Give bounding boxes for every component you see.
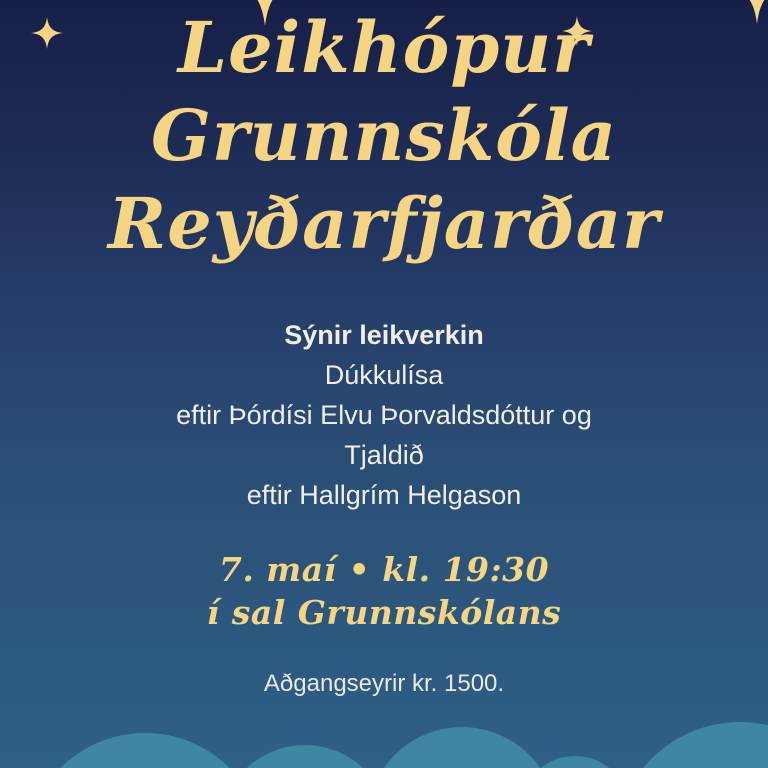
title-line-2: Grunnskóla [151,94,617,177]
cloud-shape [367,727,557,768]
cloud-shape [615,722,768,768]
play-title-1: Dúkkulísa [324,360,444,390]
cloud-shape [220,745,390,768]
play-author-1: eftir Þórdísi Elvu Þorvaldsdóttur og [176,400,592,430]
title-line-1: Leikhópur [177,6,591,89]
play-author-2: eftir Hallgrím Helgason [246,480,522,510]
play-title-2: Tjaldið [344,440,424,470]
title-line-3: Reyðarfjarðar [108,182,660,265]
cloud-shape [25,733,265,768]
poster-title [0,4,768,268]
venue-line: í sal Grunnskólans [206,593,562,632]
shows-section [0,315,768,515]
shows-heading: Sýnir leikverkin [284,320,484,350]
datetime-section [0,548,768,634]
admission-price: Aðgangseyrir kr. 1500. [263,670,505,697]
date-time-line: 7. maí • kl. 19:30 [218,550,550,589]
